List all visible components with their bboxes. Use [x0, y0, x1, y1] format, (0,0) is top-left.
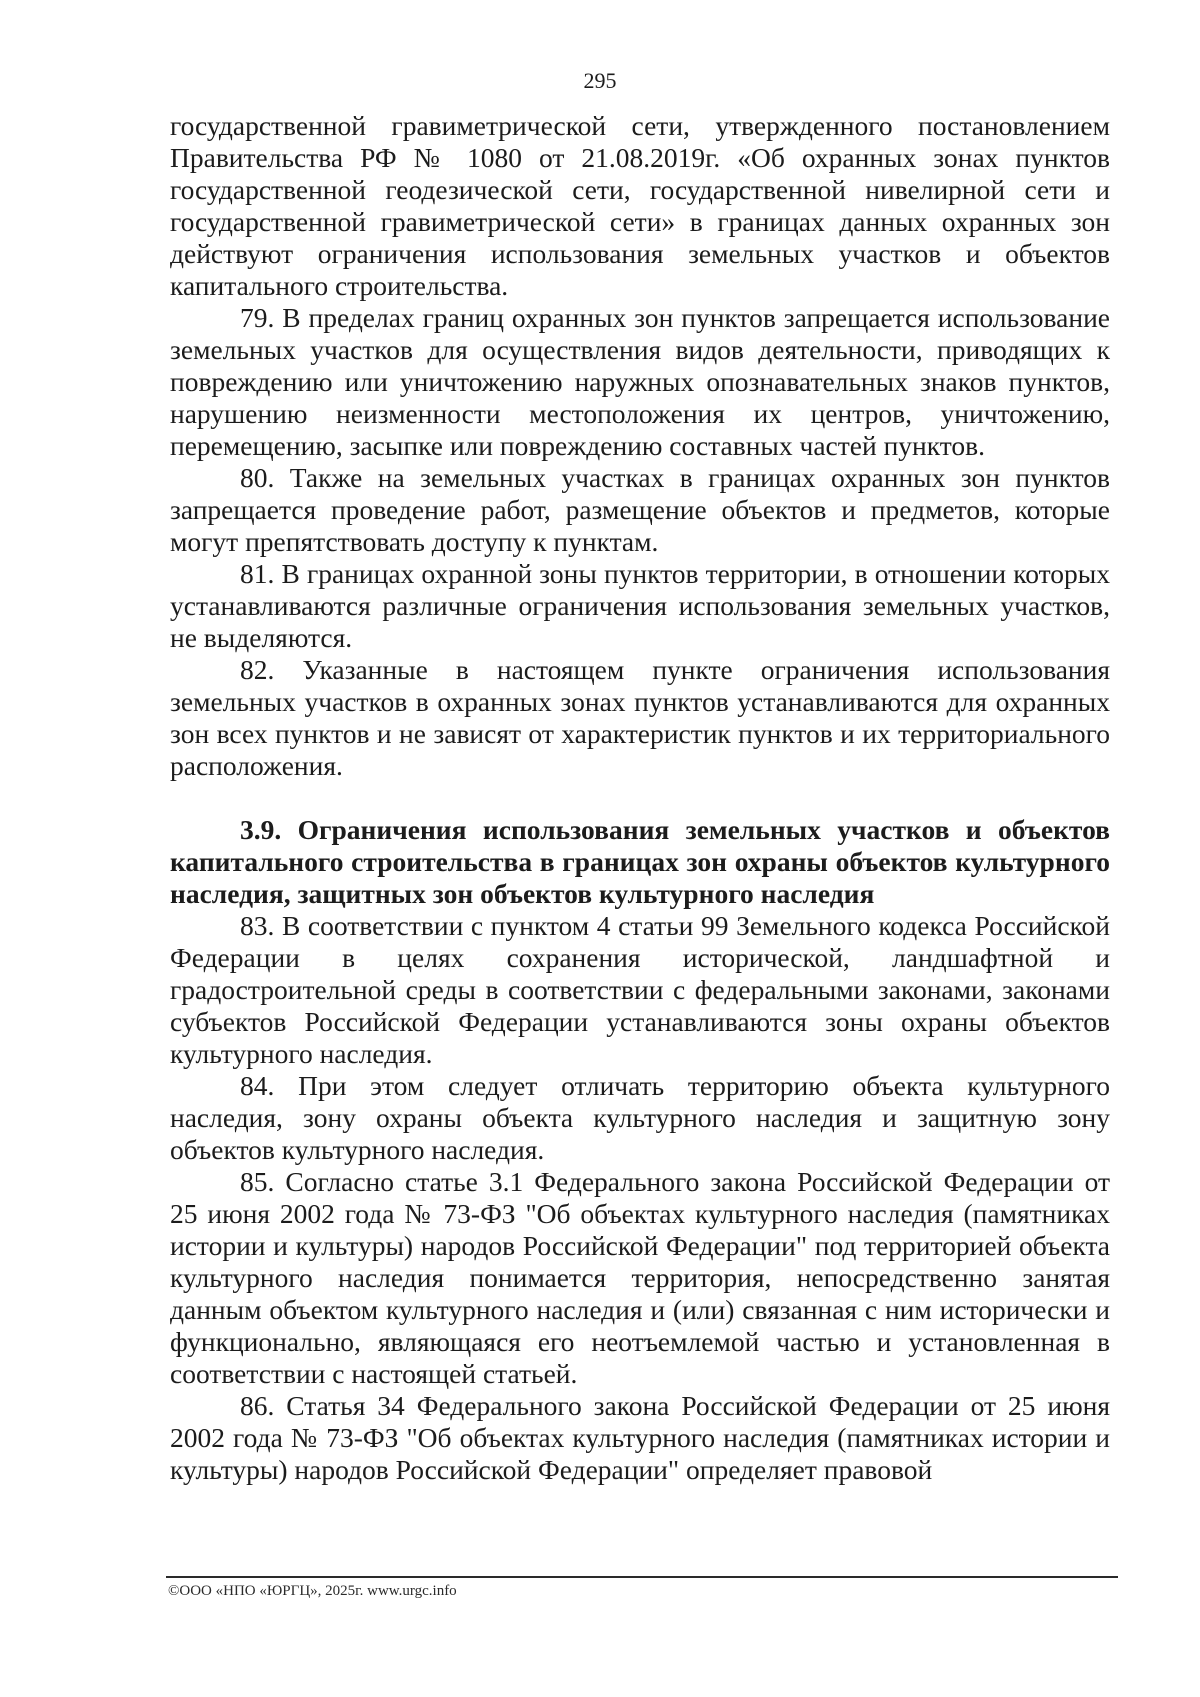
paragraph-80: 80. Также на земельных участках в границах охранных зон пунктов запрещается проведение работ, размещение объектов и предметов, которые могут препятствовать доступу к пунктам. [170, 462, 1110, 557]
paragraph-83: 83. В соответствии с пунктом 4 статьи 99 Земельного кодекса Российской Федерации в целях сохранения исторической, ландшафтной и градостроительной среды в соответствии с федеральными законами, законами субъектов Российской Федерации устанавливаются зоны охраны объектов культурного наследия. [170, 910, 1110, 1069]
footer-divider [166, 1576, 1118, 1578]
paragraph-86: 86. Статья 34 Федерального закона Российской Федерации от 25 июня 2002 года № 73-ФЗ "Об объектах культурного наследия (памятниках истории и культуры) народов Российской Федерации" определяет правовой [170, 1390, 1110, 1485]
paragraph-85: 85. Согласно статье 3.1 Федерального закона Российской Федерации от 25 июня 2002 года № 73-ФЗ "Об объектах культурного наследия (памятниках истории и культуры) народов Российской Федерации" под территорией объекта культурного наследия понимается территория, непосредственно занятая данным объектом культурного наследия и (или) связанная с ним исторически и функционально, являющаяся его неотъемлемой частью и установленная в соответствии с настоящей статьей. [170, 1166, 1110, 1389]
document-body [170, 110, 1110, 1486]
section-heading: 3.9. Ограничения использования земельных участков и объектов капитального строительства в границах зон охраны объектов культурного наследия, защитных зон объектов культурного наследия [170, 814, 1110, 909]
paragraph-84: 84. При этом следует отличать территорию объекта культурного наследия, зону охраны объекта культурного наследия и защитную зону объектов культурного наследия. [170, 1070, 1110, 1165]
paragraph-continuation: государственной гравиметрической сети, утвержденного постановлением Правительства РФ № 1080 от 21.08.2019г. «Об охранных зонах пунктов государственной геодезической сети, государственной нивелирной сети и государственной гравиметрической сети» в границах данных охранных зон действуют ограничения использования земельных участков и объектов капитального строительства. [170, 110, 1110, 301]
section-spacer [170, 782, 1110, 814]
page-number: 295 [583, 68, 617, 93]
paragraph-82: 82. Указанные в настоящем пункте ограничения использования земельных участков в охранных зонах пунктов устанавливаются для охранных зон всех пунктов и не зависят от характеристик пунктов и их территориального расположения. [170, 654, 1110, 781]
paragraph-79: 79. В пределах границ охранных зон пунктов запрещается использование земельных участков для осуществления видов деятельности, приводящих к повреждению или уничтожению наружных опознавательных знаков пунктов, нарушению неизменности местоположения их центров, уничтожению, перемещению, засыпке или повреждению составных частей пунктов. [170, 302, 1110, 461]
footer-copyright: ©ООО «НПО «ЮРГЦ», 2025г. www.urgc.info [168, 1583, 457, 1599]
paragraph-81: 81. В границах охранной зоны пунктов территории, в отношении которых устанавливаются различные ограничения использования земельных участков, не выделяются. [170, 558, 1110, 653]
